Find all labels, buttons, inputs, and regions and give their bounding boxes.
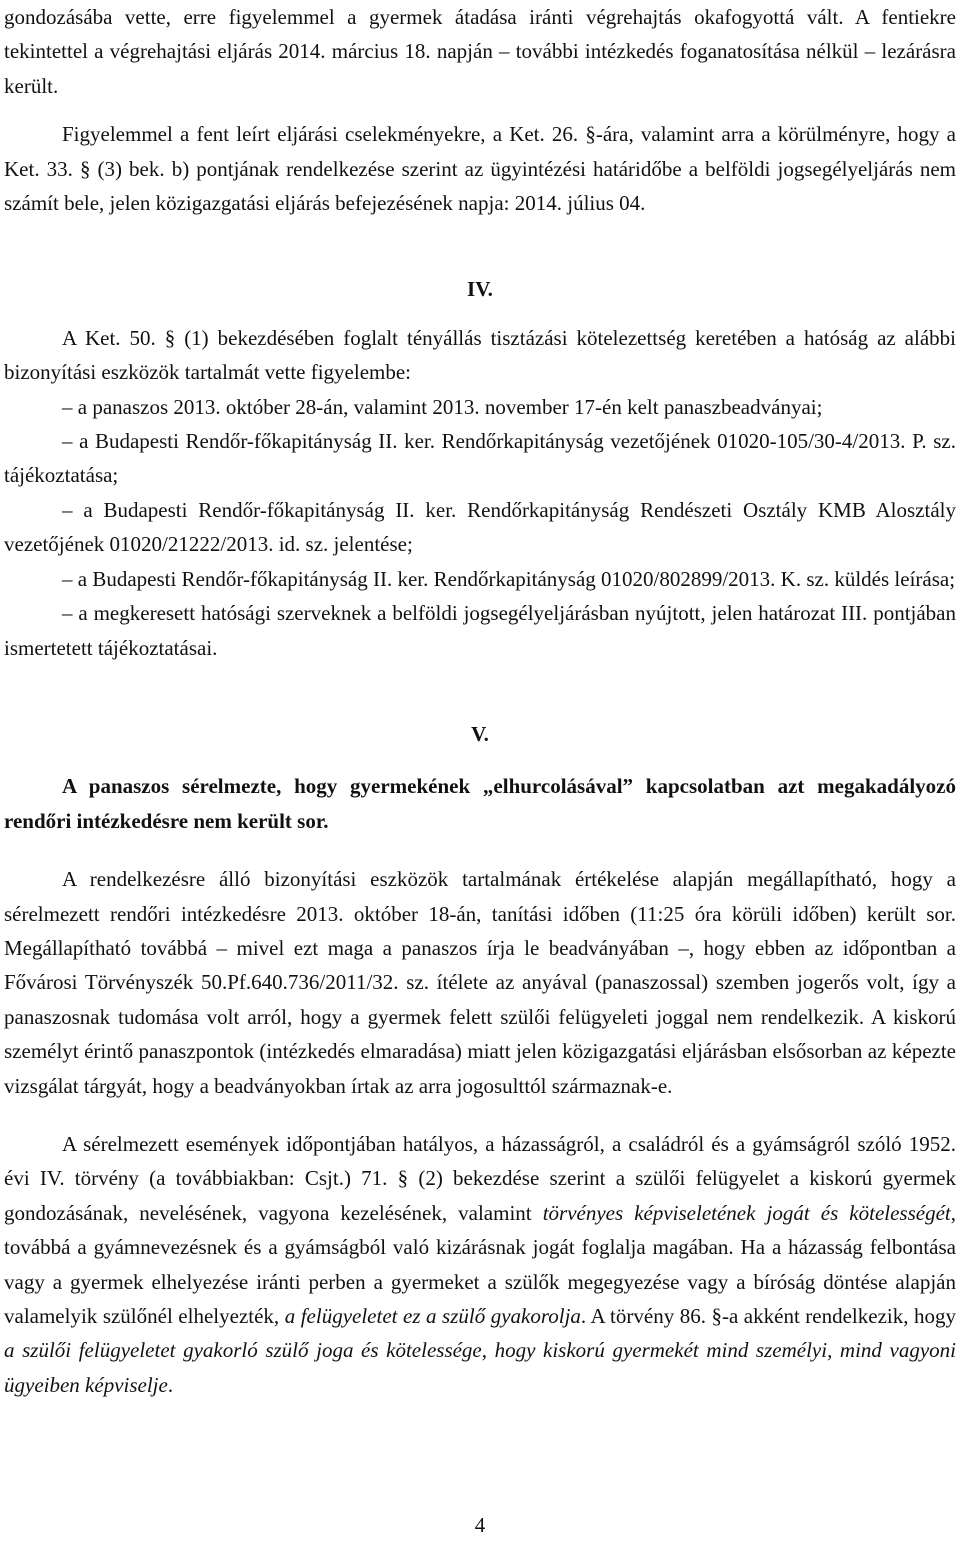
legal-text-italic: törvényes képviseletének jogát és kötelességét <box>542 1200 951 1225</box>
legal-text: A sérelmezett események időpontjában hatályos, a házasságról, a családról és a gyámságról szóló 1952. évi IV. törvény (a továbbiakban: Csjt.) 71. § (2) bekezdése szerint a szülői felügyelet a kiskorú gyermek gondozásának, nevelésének, vagyona kezelésének, valamint <box>4 1131 956 1225</box>
spacer <box>4 103 956 117</box>
list-item-evidence: – a Budapesti Rendőr-főkapitányság II. ker. Rendőrkapitányság Rendészeti Osztály KMB Alosztály vezetőjének 01020/21222/2013. id. sz. jelentése; <box>4 497 956 557</box>
list-item-evidence: – a panaszos 2013. október 28-án, valamint 2013. november 17-én kelt panaszbeadványai; <box>62 394 823 419</box>
spacer <box>4 307 956 321</box>
page-number: 4 <box>474 1513 486 1537</box>
spacer <box>4 838 956 862</box>
section-heading-iv: IV. <box>467 277 493 302</box>
spacer <box>4 220 956 272</box>
list-item-evidence: – a Budapesti Rendőr-főkapitányság II. ker. Rendőrkapitányság 01020/802899/2013. K. sz. küldés leírása; <box>62 566 956 591</box>
legal-text: , továbbá a gyámnevezésnek és a gyámságból való kizárásnak jogát foglalja magában. Ha a házasság felbontása vagy a gyermek elhelyezése iránti perben a gyermeket a szülők megegyezése vagy a bíróság döntése alapján valamelyik szülőnél elhelyezték, <box>4 1200 956 1328</box>
spacer <box>4 665 956 717</box>
paragraph-legal-basis <box>4 1127 956 1402</box>
legal-text: . A törvény 86. §-a akként rendelkezik, hogy <box>580 1304 957 1328</box>
list-item-evidence: – a megkeresett hatósági szerveknek a belföldi jogsegélyeljárásban nyújtott, jelen határozat III. pontjában ismertetett tájékoztatásai. <box>4 601 956 660</box>
spacer <box>4 751 956 769</box>
legal-text: . <box>167 1372 174 1397</box>
spacer <box>4 1103 956 1127</box>
legal-text-italic: a felügyeletet ez a szülő gyakorolja <box>284 1304 581 1328</box>
legal-text-italic: a szülői felügyeletet gyakorló szülő joga és kötelessége, hogy kiskorú gyermekét mind személyi, mind vagyoni ügyeiben képviselje <box>4 1338 956 1397</box>
complaint-statement: A panaszos sérelmezte, hogy gyermekének „elhurcolásával” kapcsolatban azt megakadályozó rendőri intézkedésre nem került sor. <box>4 774 956 833</box>
paragraph-evaluation: A rendelkezésre álló bizonyítási eszközök tartalmának értékelése alapján megállapítható, hogy a sérelmezett rendőri intézkedésre 2013. október 18-án, tanítási időben (11:25 óra körüli időben) került sor. Megállapítható továbbá – mivel ezt maga a panaszos írja le beadványában –, hogy ebben az időpontban a Fővárosi Törvényszék 50.Pf.640.736/2011/32. sz. ítélete az anyával (panaszossal) szemben jogerős volt, így a panaszosnak tudomása volt arról, hogy a gyermek felett szülői felügyeleti joggal nem rendelkezik. A kiskorú személyt érintő panaszpontok (intézkedés elmaradása) miatt jelen közigazgatási eljárásban elsősorban az képezte vizsgálat tárgyát, hogy a beadványokban írtak az arra jogosulttól származnak-e. <box>4 867 956 1098</box>
document-page <box>4 0 956 1402</box>
paragraph-deadline: Figyelemmel a fent leírt eljárási cselekményekre, a Ket. 26. §-ára, valamint arra a körülményre, hogy a Ket. 33. § (3) bek. b) pontjának rendelkezése szerint az ügyintézési határidőbe a belföldi jogsegélyeljárás nem számít bele, jelen közigazgatási eljárás befejezésének napja: 2014. július 04. <box>4 122 956 216</box>
section-heading-v: V. <box>471 721 489 746</box>
paragraph-evidence-intro: A Ket. 50. § (1) bekezdésében foglalt tényállás tisztázási kötelezettség keretében a hatóság az alábbi bizonyítási eszközök tartalmát vette figyelembe: <box>4 325 956 385</box>
list-item-evidence: – a Budapesti Rendőr-főkapitányság II. ker. Rendőrkapitányság vezetőjének 01020-105/30-4/2013. P. sz. tájékoztatása; <box>4 429 956 488</box>
paragraph-enforcement-closed: gondozásába vette, erre figyelemmel a gyermek átadása iránti végrehajtás okafogyottá vált. A fentiekre tekintettel a végrehajtási eljárás 2014. március 18. napján – további intézkedés foganatosítása nélkül – lezárásra került. <box>4 5 956 98</box>
